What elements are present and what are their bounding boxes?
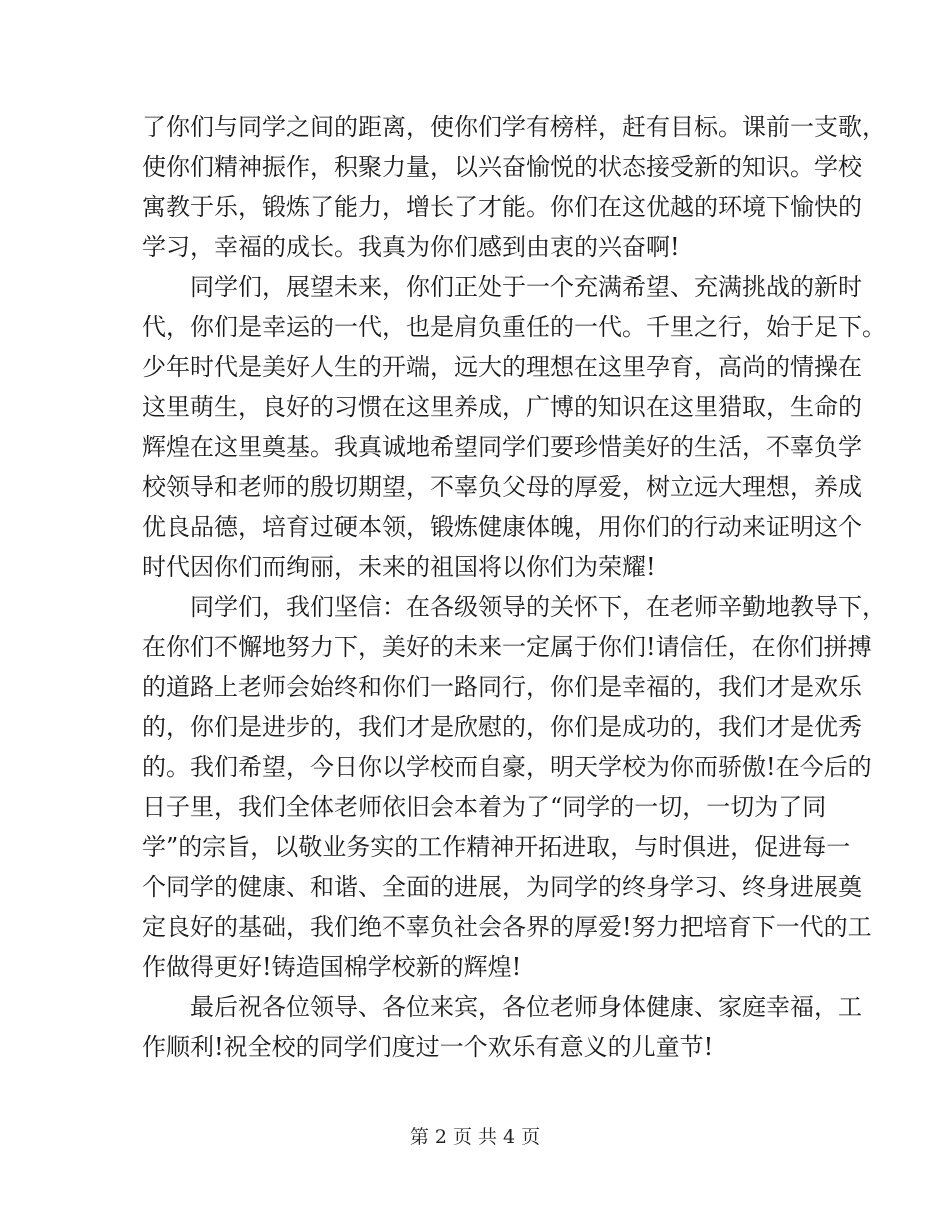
page-number-footer: 第 2 页 共 4 页 (409, 1126, 541, 1148)
text-line: 作顺利!祝全校的同学们度过一个欢乐有意义的儿童节! (142, 1033, 714, 1061)
text-line: 代，你们是幸运的一代，也是肩负重任的一代。千里之行，始于足下。 (142, 313, 886, 341)
text-line: 优良品德，培育过硬本领，锻炼健康体魄，用你们的行动来证明这个 (142, 513, 862, 541)
text-line: 的。我们希望，今日你以学校而自豪，明天学校为你而骄傲!在今后的 (142, 753, 872, 781)
text-line: 同学们，展望未来，你们正处于一个充满希望、充满挑战的新时 (190, 273, 862, 301)
text-line: 个同学的健康、和谐、全面的进展，为同学的终身学习、终身进展奠 (142, 873, 862, 901)
text-line: 同学们，我们坚信：在各级领导的关怀下，在老师辛勤地教导下， (190, 593, 886, 621)
text-line: 作做得更好!铸造国棉学校新的辉煌! (142, 953, 522, 981)
text-line: 最后祝各位领导、各位来宾，各位老师身体健康、家庭幸福，工 (190, 993, 862, 1021)
text-line: 校领导和老师的殷切期望，不辜负父母的厚爱，树立远大理想，养成 (142, 473, 862, 501)
text-line: 在你们不懈地努力下，美好的未来一定属于你们!请信任，在你们拼搏 (142, 633, 872, 661)
body-text (142, 107, 886, 1067)
text-line: 使你们精神振作，积聚力量，以兴奋愉悦的状态接受新的知识。学校 (142, 153, 862, 181)
text-line: 学”的宗旨，以敬业务实的工作精神开拓进取，与时俱进，促进每一 (142, 833, 851, 861)
text-line: 这里萌生，良好的习惯在这里养成，广博的知识在这里猎取，生命的 (142, 393, 862, 421)
text-line: 辉煌在这里奠基。我真诚地希望同学们要珍惜美好的生活，不辜负学 (142, 433, 862, 461)
text-line: 了你们与同学之间的距离，使你们学有榜样，赶有目标。课前一支歌， (142, 113, 886, 141)
text-line: 时代因你们而绚丽，未来的祖国将以你们为荣耀! (142, 553, 656, 581)
text-line: 日子里，我们全体老师依旧会本着为了“同学的一切，一切为了同 (142, 793, 827, 821)
text-line: 少年时代是美好人生的开端，远大的理想在这里孕育，高尚的情操在 (142, 353, 862, 381)
text-line: 寓教于乐，锻炼了能力，增长了才能。你们在这优越的环境下愉快的 (142, 193, 862, 221)
text-line: 的道路上老师会始终和你们一路同行，你们是幸福的，我们才是欢乐 (142, 673, 862, 701)
text-line: 定良好的基础，我们绝不辜负社会各界的厚爱!努力把培育下一代的工 (142, 913, 872, 941)
text-line: 学习，幸福的成长。我真为你们感到由衷的兴奋啊! (142, 233, 680, 261)
text-line: 的，你们是进步的，我们才是欣慰的，你们是成功的，我们才是优秀 (142, 713, 862, 741)
